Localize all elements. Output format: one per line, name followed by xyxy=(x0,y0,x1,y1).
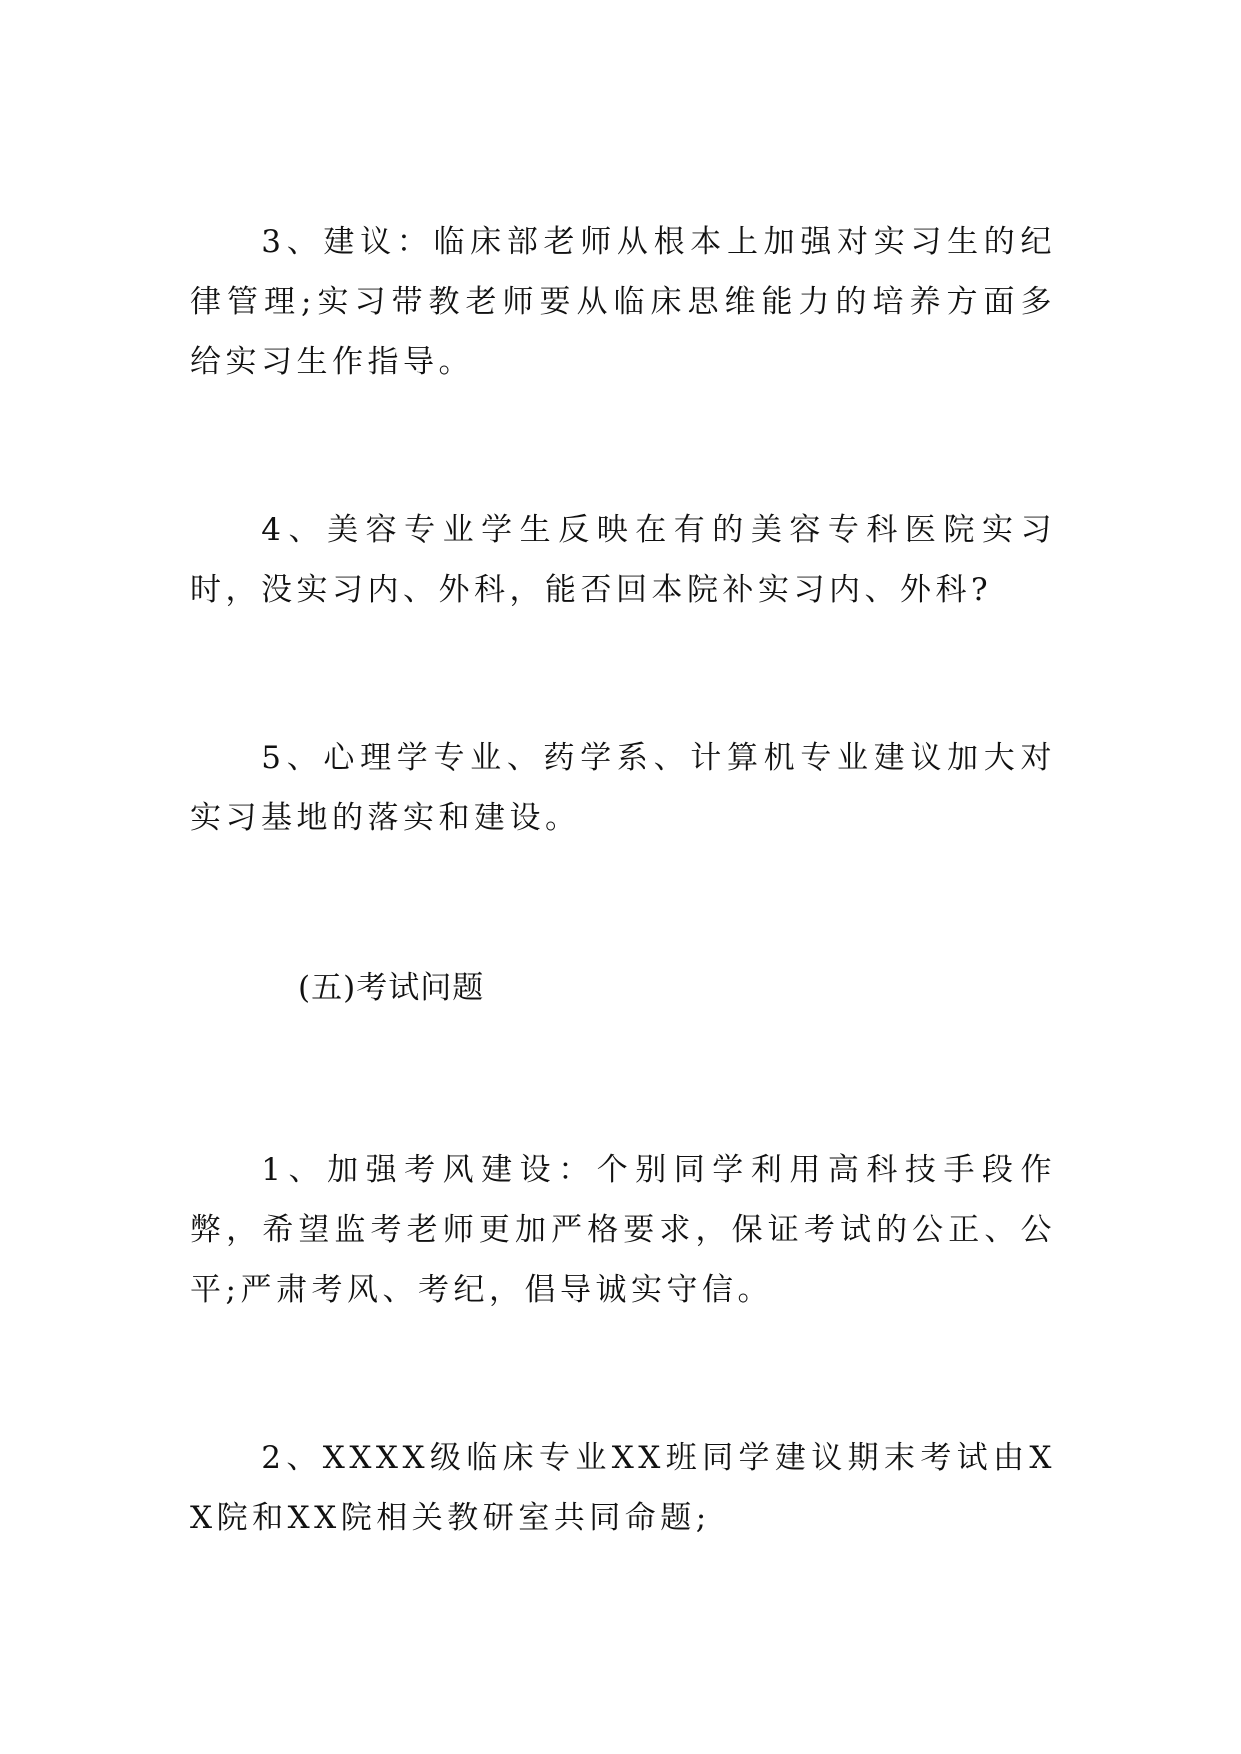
paragraph-cosmetology-internship: 4、美容专业学生反映在有的美容专科医院实习时，没实习内、外科，能否回本院补实习内、外科? xyxy=(190,512,1056,608)
section-heading-exam-issues: (五)考试问题 xyxy=(298,970,485,1006)
paragraph-internship-base: 5、心理学专业、药学系、计算机专业建议加大对实习基地的落实和建设。 xyxy=(190,740,1056,836)
paragraph-final-exam-proposal: 2、XXXX级临床专业XX班同学建议期末考试由XX院和XX院相关教研室共同命题; xyxy=(190,1440,1056,1536)
paragraph-internship-suggestion: 3、建议：临床部老师从根本上加强对实习生的纪律管理;实习带教老师要从临床思维能力的培养方面多给实习生作指导。 xyxy=(190,224,1056,380)
paragraph-exam-discipline: 1、加强考风建设：个别同学利用高科技手段作弊，希望监考老师更加严格要求，保证考试的公正、公平;严肃考风、考纪，倡导诚实守信。 xyxy=(190,1152,1056,1308)
